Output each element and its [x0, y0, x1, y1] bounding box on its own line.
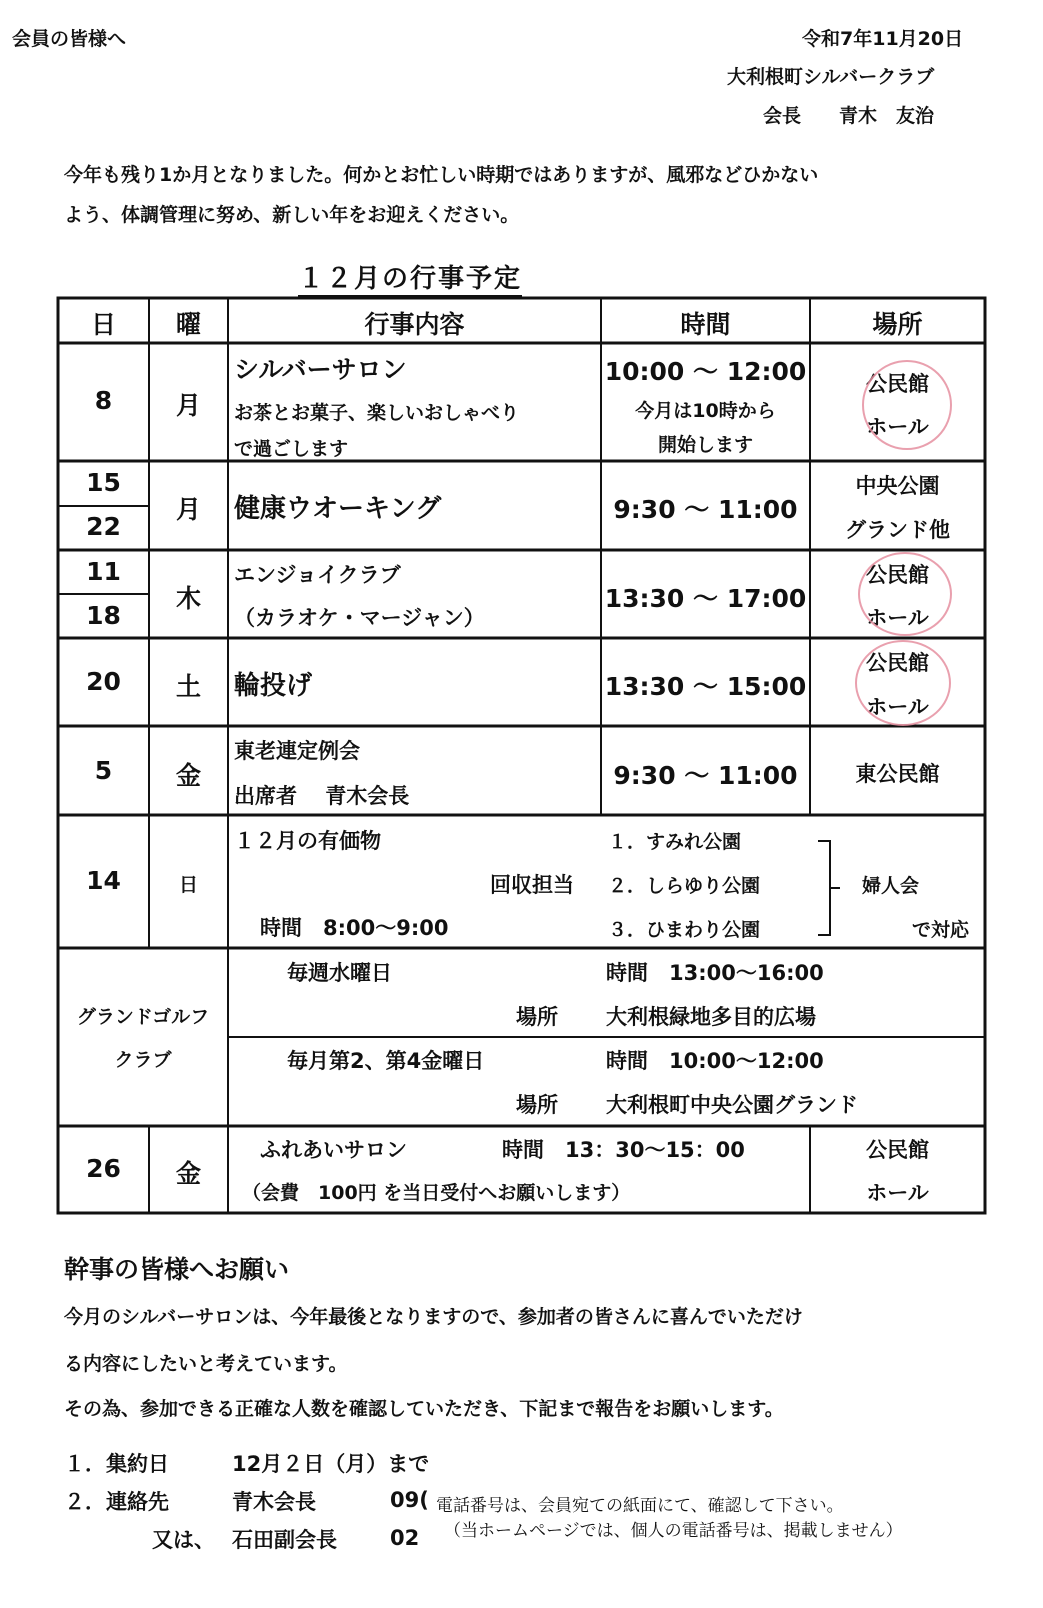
row8-day: 26: [86, 1154, 121, 1183]
row1-place-1: 公民館: [866, 372, 929, 396]
row1-desc-2: で過ごします: [234, 438, 349, 460]
row5-title: 東老連定例会: [234, 739, 360, 763]
row6-park-3: ３．ひまわり公園: [608, 919, 761, 941]
row3-place-2: ホール: [866, 606, 929, 630]
collection-date-value: 12月２日（月）まで: [232, 1452, 430, 1476]
row1-weekday: 月: [175, 391, 201, 420]
row8-place-1: 公民館: [866, 1138, 929, 1162]
row2-title: 健康ウオーキング: [234, 494, 442, 524]
row7-b-place-label: 場所: [516, 1093, 558, 1117]
row6-day: 14: [86, 866, 121, 895]
row6-weekday: 日: [178, 874, 198, 896]
row2-time: 9:30 ～ 11:00: [613, 495, 798, 524]
contact-phone-2-partial: 02: [390, 1526, 420, 1550]
row3-title: エンジョイクラブ: [234, 563, 401, 587]
row6-collect-label: 回収担当: [490, 873, 574, 897]
request-line-3: その為、参加できる正確な人数を確認していただき、下記まで報告をお願いします。: [64, 1398, 784, 1420]
row1-place-circle-mark: [862, 360, 952, 450]
row4-title: 輪投げ: [234, 671, 313, 701]
row2-place-2: グランド他: [845, 518, 950, 542]
row5-desc: 出席者 青木会長: [234, 784, 410, 808]
header-place: 場所: [872, 310, 923, 339]
row3-day-1: 11: [86, 557, 121, 586]
intro-line-2: よう、体調管理に努め、新しい年をお迎えください。: [64, 204, 520, 226]
row6-title: １２月の有価物: [234, 829, 381, 853]
row2-weekday: 月: [175, 495, 201, 524]
row4-time: 13:30 ～ 15:00: [604, 672, 807, 701]
row7-b-time: 時間 10:00～12:00: [606, 1049, 824, 1073]
contact-alt-label: 又は、: [152, 1528, 215, 1552]
row7-label-1: グランドゴルフ: [76, 1006, 210, 1028]
row3-desc: （カラオケ・マージャン）: [234, 606, 485, 630]
row3-place-1: 公民館: [866, 563, 929, 587]
row1-day: 8: [94, 386, 113, 415]
row7-b-day: 毎月第2、第4金曜日: [287, 1049, 485, 1073]
row6-place-2: で対応: [912, 919, 970, 941]
schedule-title: １２月の行事予定: [298, 258, 522, 298]
row3-time: 13:30 ～ 17:00: [604, 584, 807, 613]
row7-a-place: 大利根緑地多目的広場: [606, 1005, 816, 1029]
collection-date-label: １．集約日: [64, 1452, 169, 1476]
issue-date: 令和7年11月20日: [802, 28, 964, 50]
row5-place: 東公民館: [855, 762, 940, 786]
intro-line-1: 今年も残り1か月となりました。何かとお忙しい時期ではありますが、風邪などひかない: [64, 164, 819, 186]
row2-day-2: 22: [86, 512, 121, 541]
row1-desc-1: お茶とお菓子、楽しいおしゃべり: [234, 402, 520, 424]
row4-place-1: 公民館: [866, 651, 929, 675]
row7-label-2: クラブ: [114, 1049, 172, 1071]
row8-place-2: ホール: [866, 1181, 929, 1205]
row1-time-note-1: 今月は10時から: [635, 400, 776, 422]
row2-day-1: 15: [86, 468, 121, 497]
president-name: 会長 青木 友治: [763, 105, 935, 127]
addressee: 会員の皆様へ: [12, 28, 127, 50]
row5-day: 5: [94, 756, 113, 785]
phone-notice-2: （当ホームページでは、個人の電話番号は、掲載しません）: [444, 1521, 903, 1541]
request-heading: 幹事の皆様へお願い: [64, 1255, 290, 1284]
row7-a-time: 時間 13:00～16:00: [606, 961, 824, 985]
row6-time: 時間 8:00～9:00: [260, 916, 449, 940]
contact-phone-1-partial: 09(: [390, 1488, 429, 1512]
contact-name-1: 青木会長: [232, 1490, 316, 1514]
row6-place-1: 婦人会: [862, 875, 920, 897]
row1-time: 10:00 ～ 12:00: [604, 357, 807, 386]
row3-place-circle-mark: [858, 552, 952, 636]
row4-place-2: ホール: [866, 695, 929, 719]
row1-place-2: ホール: [866, 415, 929, 439]
header-day: 日: [90, 310, 116, 339]
row8-time: 時間 13：30～15：00: [502, 1138, 745, 1162]
row1-title: シルバーサロン: [234, 355, 407, 384]
row3-day-2: 18: [86, 601, 121, 630]
row4-day: 20: [86, 667, 121, 696]
request-line-2: る内容にしたいと考えています。: [64, 1353, 348, 1375]
organization-name: 大利根町シルバークラブ: [727, 66, 935, 88]
row7-a-place-label: 場所: [516, 1005, 558, 1029]
header-time: 時間: [680, 310, 731, 339]
row4-place-circle-mark: [855, 640, 951, 726]
header-content: 行事内容: [364, 310, 465, 339]
row7-a-day: 毎週水曜日: [287, 961, 392, 985]
row5-weekday: 金: [175, 761, 201, 790]
row6-park-1: １．すみれ公園: [608, 831, 742, 853]
header-weekday: 曜: [175, 310, 201, 339]
row4-weekday: 土: [175, 672, 201, 701]
row5-time: 9:30 ～ 11:00: [613, 761, 798, 790]
row7-b-place: 大利根町中央公園グランド: [606, 1093, 858, 1117]
row3-weekday: 木: [175, 584, 201, 613]
row2-place-1: 中央公園: [855, 474, 940, 498]
contact-label: ２．連絡先: [64, 1490, 169, 1514]
phone-notice-1: 電話番号は、会員宛ての紙面にて、確認して下さい。: [436, 1496, 844, 1516]
row8-title: ふれあいサロン: [260, 1138, 407, 1162]
row8-weekday: 金: [175, 1159, 201, 1188]
request-line-1: 今月のシルバーサロンは、今年最後となりますので、参加者の皆さんに喜んでいただけ: [64, 1306, 803, 1328]
row1-time-note-2: 開始します: [657, 434, 753, 456]
row6-park-2: ２．しらゆり公園: [608, 875, 761, 897]
row8-desc: （会費 100円 を当日受付へお願いします）: [242, 1182, 631, 1204]
contact-name-2: 石田副会長: [232, 1528, 337, 1552]
